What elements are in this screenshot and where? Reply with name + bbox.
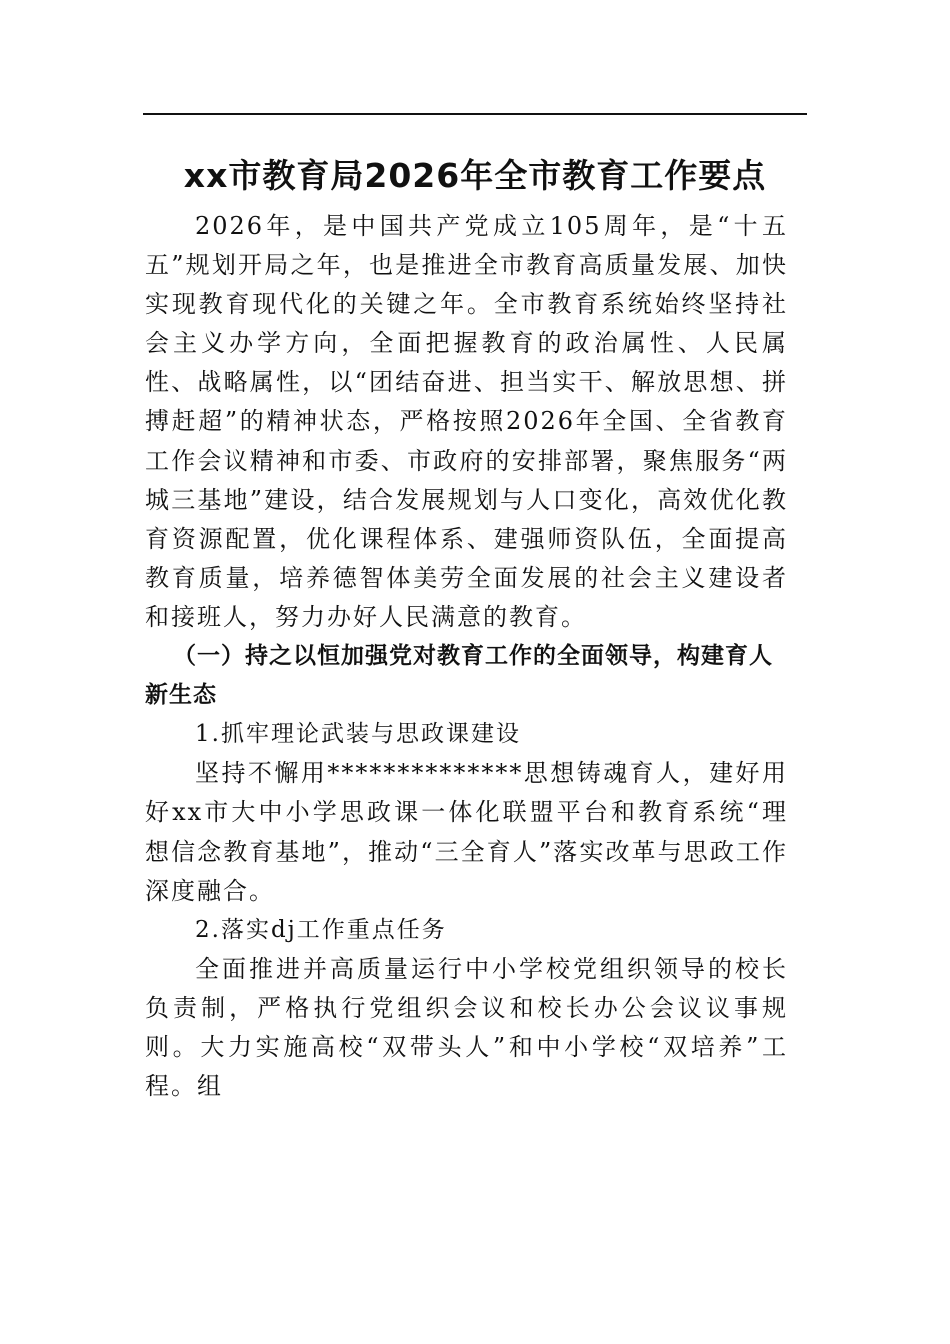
item-2-title: 2.落实dj工作重点任务 (195, 916, 447, 943)
document-title: xx市教育局2026年全市教育工作要点 (183, 156, 767, 195)
item-2-paragraph: 全面推进并高质量运行中小学校党组织领导的校长负责制，严格执行党组织会议和校长办公会议议事规则。大力实施高校“双带头人”和中小学校“双培养”工程。组 (145, 954, 788, 1101)
item-1-title: 1.抓牢理论武装与思政课建设 (195, 721, 521, 748)
document-body (145, 207, 788, 1106)
intro-paragraph: 2026年，是中国共产党成立105周年，是“十五五”规划开局之年，也是推进全市教育高质量发展、加快实现教育现代化的关键之年。全市教育系统始终坚持社会主义办学方向，全面把握教育的政治属性、人民属性、战略属性，以“团结奋进、担当实干、解放思想、拼搏赶超”的精神状态，严格按照2026年全国、全省教育工作会议精神和市委、市政府的安排部署，聚焦服务“两城三基地”建设，结合发展规划与人口变化，高效优化教育资源配置，优化课程体系、建强师资队伍，全面提高教育质量，培养德智体美劳全面发展的社会主义建设者和接班人，努力办好人民满意的教育。 (145, 212, 788, 631)
section-heading: （一）持之以恒加强党对教育工作的全面领导，构建育人新生态 (145, 643, 773, 709)
header-rule (143, 113, 807, 115)
item-1-paragraph: 坚持不懈用**************思想铸魂育人，建好用好xx市大中小学思政课一体化联盟平台和教育系统“理想信念教育基地”，推动“三全育人”落实改革与思政工作深度融合。 (145, 759, 788, 905)
